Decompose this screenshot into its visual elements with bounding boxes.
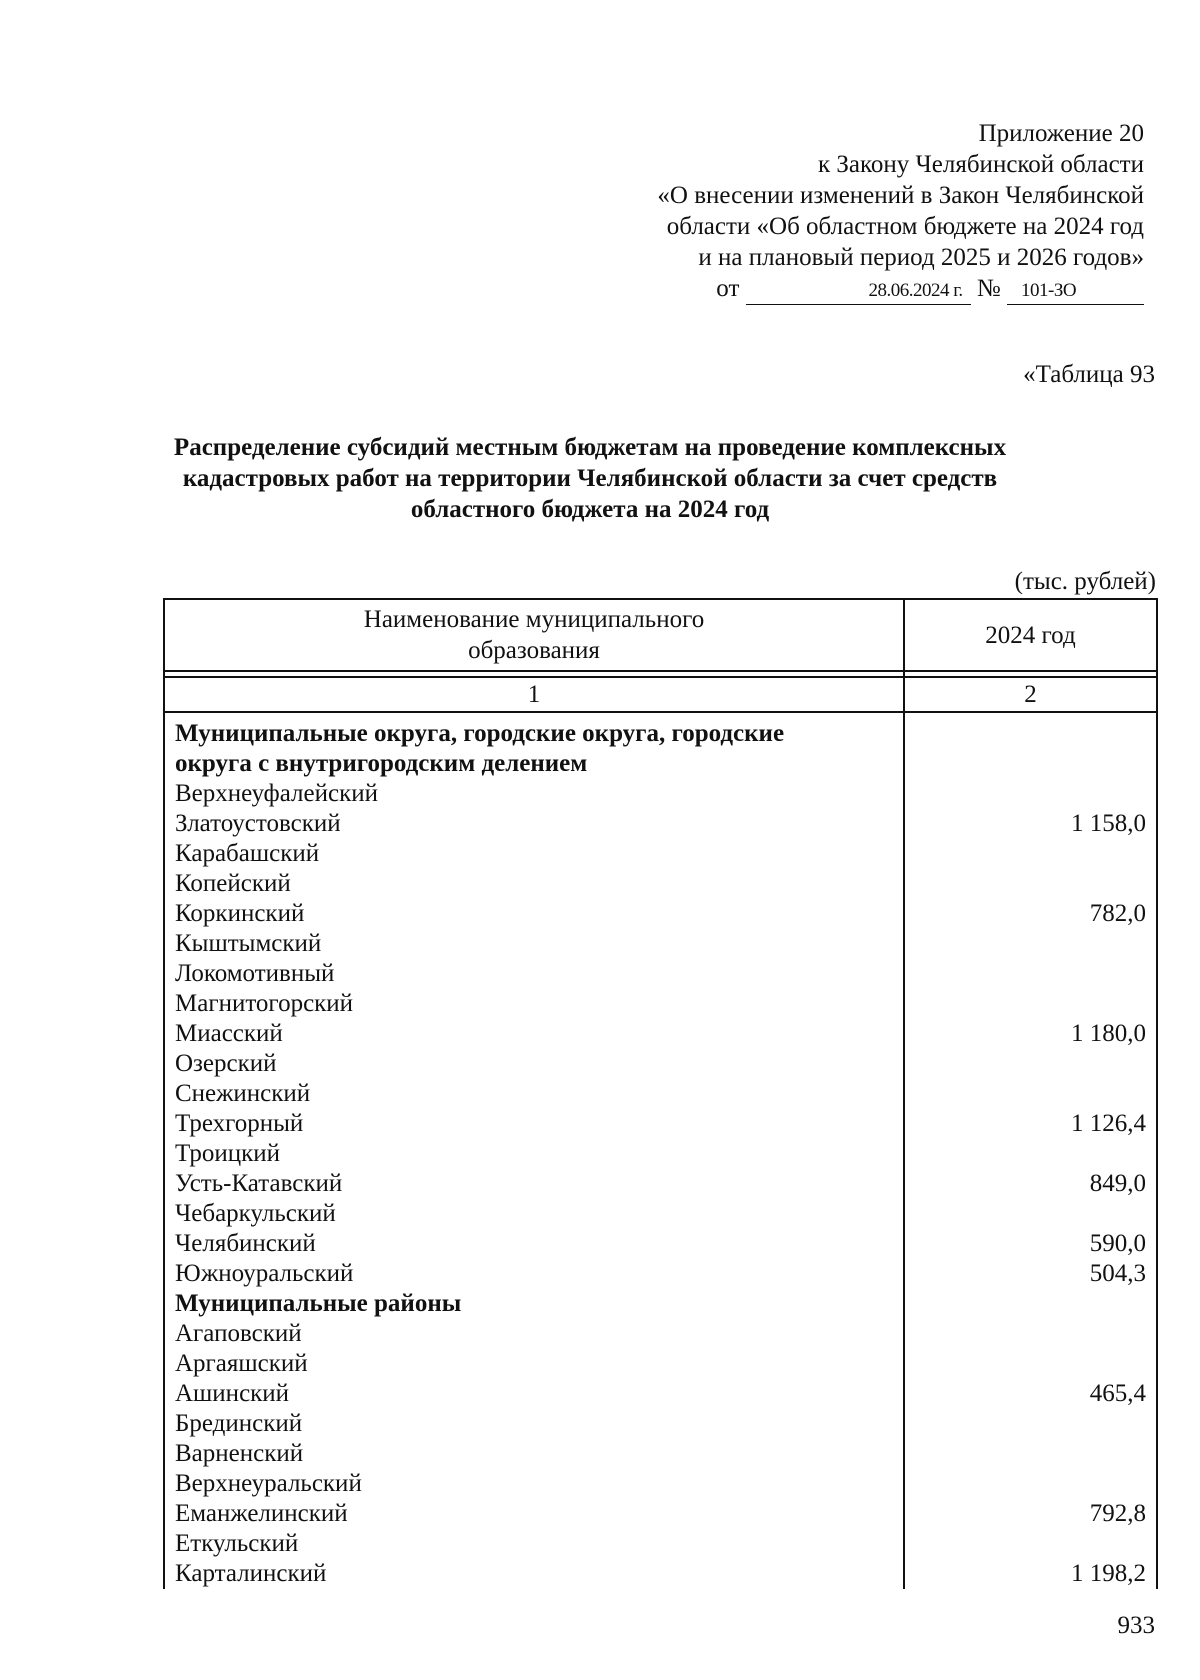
subsidy-value: 465,4 — [904, 1379, 1157, 1409]
subsidy-value — [904, 712, 1157, 749]
table-row — [164, 989, 1157, 1019]
municipality-name: Верхнеуральский — [164, 1469, 904, 1499]
law-number: 101-ЗО — [1007, 278, 1144, 305]
table-row — [164, 1439, 1157, 1469]
municipality-name: Южноуральский — [164, 1259, 904, 1289]
column-header-name-line-2: образования — [468, 637, 600, 664]
appendix-title: Приложение 20 — [978, 120, 1144, 147]
appendix-law-name-1: «О внесении изменений в Закон Челябинской — [657, 182, 1144, 209]
municipality-name: Еманжелинский — [164, 1499, 904, 1529]
municipality-name: Миасский — [164, 1019, 904, 1049]
table-row — [164, 1229, 1157, 1259]
subsidy-value: 782,0 — [904, 899, 1157, 929]
subsidy-value — [904, 1139, 1157, 1169]
table-row — [164, 1049, 1157, 1079]
column-header-year: 2024 год — [904, 599, 1157, 671]
units-label: (тыс. рублей) — [1014, 568, 1156, 595]
appendix-law-name-2: области «Об областном бюджете на 2024 год — [666, 213, 1144, 240]
municipality-name: Варненский — [164, 1439, 904, 1469]
group-header-row — [164, 749, 1157, 779]
table-row — [164, 1559, 1157, 1589]
table-row — [164, 839, 1157, 869]
subsidy-value: 1 126,4 — [904, 1109, 1157, 1139]
table-row — [164, 899, 1157, 929]
subsidy-value: 849,0 — [904, 1169, 1157, 1199]
subsidy-value — [904, 1319, 1157, 1349]
subsidy-value: 504,3 — [904, 1259, 1157, 1289]
table-row — [164, 1079, 1157, 1109]
appendix-law-ref: к Закону Челябинской области — [818, 151, 1144, 178]
municipality-name: Верхнеуфалейский — [164, 779, 904, 809]
date-prefix: от — [716, 275, 740, 302]
group-header-row — [164, 1289, 1157, 1319]
municipality-name: Ашинский — [164, 1379, 904, 1409]
municipality-name: Озерский — [164, 1049, 904, 1079]
law-date: 28.06.2024 г. — [746, 278, 971, 305]
table-row — [164, 1319, 1157, 1349]
subsidy-value: 1 198,2 — [904, 1559, 1157, 1589]
municipality-name: Чебаркульский — [164, 1199, 904, 1229]
table-header-row — [164, 599, 1157, 671]
subsidy-value: 1 158,0 — [904, 809, 1157, 839]
column-number-2: 2 — [904, 677, 1157, 712]
subsidy-value: 590,0 — [904, 1229, 1157, 1259]
number-prefix: № — [976, 275, 1001, 302]
municipality-name: Еткульский — [164, 1529, 904, 1559]
table-row — [164, 929, 1157, 959]
table-row — [164, 1199, 1157, 1229]
table-row — [164, 1499, 1157, 1529]
subsidy-value: 792,8 — [904, 1499, 1157, 1529]
municipality-name: Челябинский — [164, 1229, 904, 1259]
table-row — [164, 1019, 1157, 1049]
table-label: «Таблица 93 — [1023, 361, 1155, 388]
table-row — [164, 959, 1157, 989]
municipality-name: Усть-Катавский — [164, 1169, 904, 1199]
column-numbers-row — [164, 677, 1157, 712]
title-line-3: областного бюджета на 2024 год — [410, 496, 770, 523]
title-line-2: кадастровых работ на территории Челябинской области за счет средств — [182, 465, 998, 492]
subsidy-value — [904, 749, 1157, 779]
municipality-name: Карабашский — [164, 839, 904, 869]
column-number-1: 1 — [164, 677, 904, 712]
municipality-name: Аргаяшский — [164, 1349, 904, 1379]
subsidy-value — [904, 869, 1157, 899]
municipality-name: Муниципальные округа, городские округа, городские — [164, 712, 904, 749]
municipality-name: Трехгорный — [164, 1109, 904, 1139]
table-row — [164, 1529, 1157, 1559]
municipality-name: Кыштымский — [164, 929, 904, 959]
municipality-name: Брединский — [164, 1409, 904, 1439]
subsidy-value — [904, 1439, 1157, 1469]
group-header-row — [164, 712, 1157, 749]
subsidy-value — [904, 1289, 1157, 1319]
municipality-name: Муниципальные районы — [164, 1289, 904, 1319]
law-date-number-line — [584, 273, 1144, 305]
municipality-name: Локомотивный — [164, 959, 904, 989]
subsidy-table — [163, 598, 1158, 1589]
table-row — [164, 779, 1157, 809]
municipality-name: Снежинский — [164, 1079, 904, 1109]
table-row — [164, 1469, 1157, 1499]
table-row — [164, 1259, 1157, 1289]
table-row — [164, 1139, 1157, 1169]
appendix-header — [584, 118, 1144, 305]
subsidy-value — [904, 989, 1157, 1019]
table-row — [164, 809, 1157, 839]
municipality-name: Коркинский — [164, 899, 904, 929]
column-header-name-line-1: Наименование муниципального — [363, 606, 705, 633]
document-title — [150, 432, 1030, 525]
column-header-name — [164, 599, 904, 671]
municipality-name: Копейский — [164, 869, 904, 899]
table-row — [164, 1109, 1157, 1139]
subsidy-value — [904, 779, 1157, 809]
subsidy-value — [904, 1469, 1157, 1499]
subsidy-value — [904, 1079, 1157, 1109]
subsidy-value — [904, 1409, 1157, 1439]
table-body — [164, 712, 1157, 1589]
municipality-name: Троицкий — [164, 1139, 904, 1169]
table-row — [164, 1409, 1157, 1439]
table-row — [164, 869, 1157, 899]
subsidy-value — [904, 1199, 1157, 1229]
municipality-name: Агаповский — [164, 1319, 904, 1349]
subsidy-value — [904, 839, 1157, 869]
title-line-1: Распределение субсидий местным бюджетам на проведение комплексных — [173, 434, 1007, 461]
municipality-name: Магнитогорский — [164, 989, 904, 1019]
subsidy-value — [904, 1529, 1157, 1559]
subsidy-value — [904, 1349, 1157, 1379]
appendix-law-name-3: и на плановый период 2025 и 2026 годов» — [698, 244, 1144, 271]
subsidy-value: 1 180,0 — [904, 1019, 1157, 1049]
municipality-name: округа с внутригородским делением — [164, 749, 904, 779]
table-row — [164, 1379, 1157, 1409]
subsidy-value — [904, 929, 1157, 959]
municipality-name: Карталинский — [164, 1559, 904, 1589]
subsidy-value — [904, 959, 1157, 989]
municipality-name: Златоустовский — [164, 809, 904, 839]
page-number: 933 — [1117, 1612, 1155, 1639]
table-row — [164, 1349, 1157, 1379]
subsidy-value — [904, 1049, 1157, 1079]
table-row — [164, 1169, 1157, 1199]
